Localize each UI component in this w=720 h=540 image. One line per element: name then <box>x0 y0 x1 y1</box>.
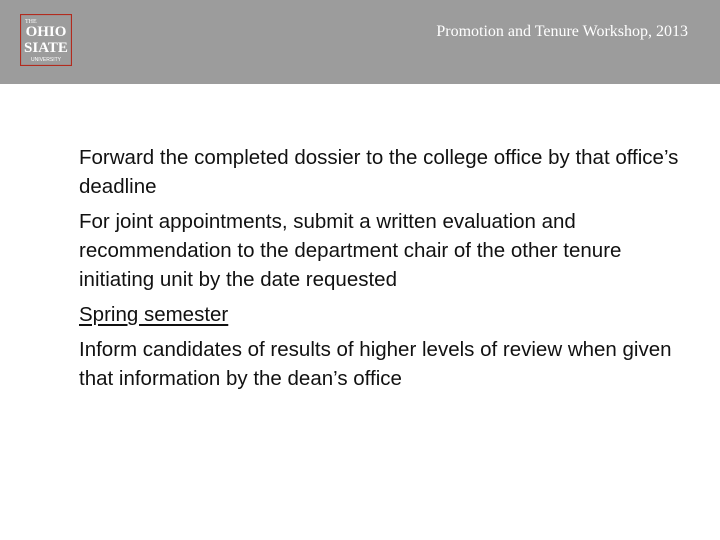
paragraph-joint-appointments: For joint appointments, submit a written evaluation and recommendation to the department chair of the other tenure initiating unit by the date requested <box>79 210 622 291</box>
header-title: Promotion and Tenure Workshop, 2013 <box>436 23 688 40</box>
slide-content <box>79 143 679 399</box>
logo-text-the: THE <box>25 19 37 25</box>
university-logo <box>20 14 72 66</box>
section-heading-spring-semester: Spring semester <box>79 303 229 326</box>
logo-text-ohio: OHIO <box>25 24 67 40</box>
logo-text-university: UNIVERSITY <box>30 57 62 63</box>
paragraph-inform-candidates: Inform candidates of results of higher levels of review when given that information by the dean’s office <box>79 338 672 390</box>
logo-text-state: SIATE <box>24 40 68 56</box>
header-bar <box>0 0 720 84</box>
paragraph-forward-dossier: Forward the completed dossier to the college office by that office’s deadline <box>79 146 679 198</box>
